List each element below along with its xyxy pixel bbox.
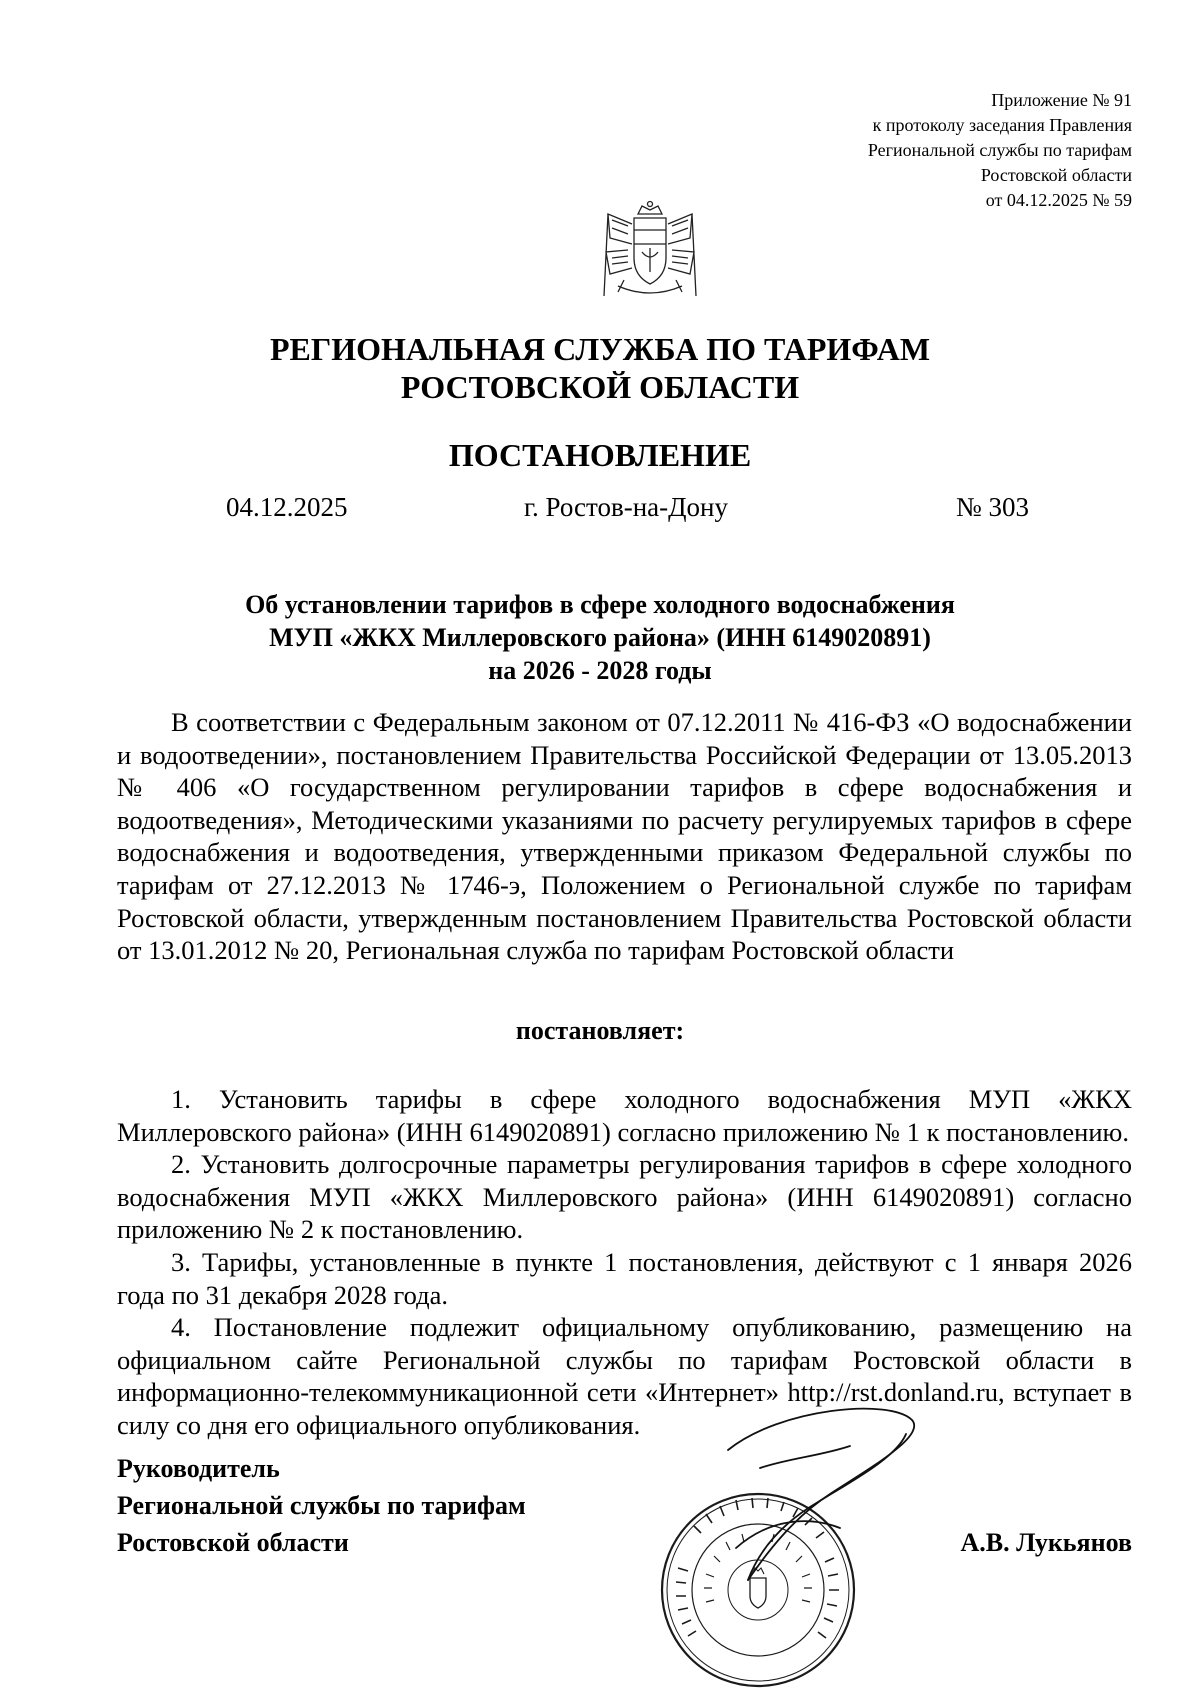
signer-name: А.В. Лукьянов — [960, 1528, 1132, 1557]
signer-title — [117, 1450, 526, 1561]
annex-note — [868, 88, 1132, 213]
preamble-paragraph: В соответствии с Федеральным законом от 07.12.2011 № 416-ФЗ «О водоснабжении и водоотведении», постановлением Правительства Российской Федерации от 13.05.2013 № 406 «О государственном регулировании тарифов в сфере водоснабжения и водоотведения», Методическими указаниями по расчету регулируемых тарифов в сфере водоснабжения и водоотведения, утвержденными приказом Федеральной службы по тарифам от 27.12.2013 № 1746-э, Положением о Региональной службе по тарифам Ростовской области, утвержденным постановлением Правительства Ростовской области от 13.01.2012 № 20, Региональная служба по тарифам Ростовской области — [117, 707, 1132, 966]
agency-name-line: РОСТОВСКОЙ ОБЛАСТИ — [400, 369, 800, 405]
document-date: 04.12.2025 — [226, 492, 348, 522]
resolution-point: 4. Постановление подлежит официальному опубликованию, размещению на официальном сайте Региональной службы по тарифам Ростовской области в информационно-телекоммуникационной сети «Интернет» http://rst.donland.ru, вступает в силу со дня его официального опубликования. — [117, 1312, 1132, 1440]
agency-name-line: РЕГИОНАЛЬНАЯ СЛУЖБА ПО ТАРИФАМ — [269, 331, 931, 367]
preamble — [117, 706, 1132, 967]
annex-line: от 04.12.2025 № 59 — [985, 190, 1132, 210]
signer-line: Ростовской области — [117, 1528, 349, 1557]
subject-line: Об установлении тарифов в сфере холодного водоснабжения — [245, 590, 955, 619]
resolves-heading: постановляет: — [515, 1016, 685, 1045]
coat-of-arms-icon — [598, 200, 702, 302]
annex-line: Ростовской области — [980, 165, 1132, 185]
resolution-point: 1. Установить тарифы в сфере холодного водоснабжения МУП «ЖКХ Миллеровского района» (ИНН 6149020891) согласно приложению № 1 к постановлению. — [117, 1084, 1132, 1147]
annex-line: к протоколу заседания Правления — [872, 115, 1132, 135]
handwritten-signature-icon — [700, 1398, 930, 1588]
resolution-point: 3. Тарифы, установленные в пункте 1 постановления, действуют с 1 января 2026 года по 31 декабря 2028 года. — [117, 1246, 1132, 1310]
document-subject — [100, 588, 1100, 687]
document-type: ПОСТАНОВЛЕНИЕ — [448, 437, 752, 473]
resolution-point: 2. Установить долгосрочные параметры регулирования тарифов в сфере холодного водоснабжения МУП «ЖКХ Миллеровского района» (ИНН 6149020891) согласно приложению № 2 к постановлению. — [117, 1149, 1132, 1245]
annex-line: Приложение № 91 — [991, 90, 1132, 110]
signer-line: Руководитель — [117, 1454, 280, 1483]
signer-line: Региональной службы по тарифам — [117, 1491, 526, 1520]
document-number: № 303 — [956, 492, 1030, 522]
subject-line: на 2026 - 2028 годы — [488, 656, 712, 685]
document-city: г. Ростов-на-Дону — [524, 492, 729, 522]
annex-line: Региональной службы по тарифам — [867, 140, 1132, 160]
agency-name — [100, 330, 1100, 406]
subject-line: МУП «ЖКХ Миллеровского района» (ИНН 6149020891) — [269, 623, 931, 652]
resolution-points — [117, 1083, 1132, 1442]
